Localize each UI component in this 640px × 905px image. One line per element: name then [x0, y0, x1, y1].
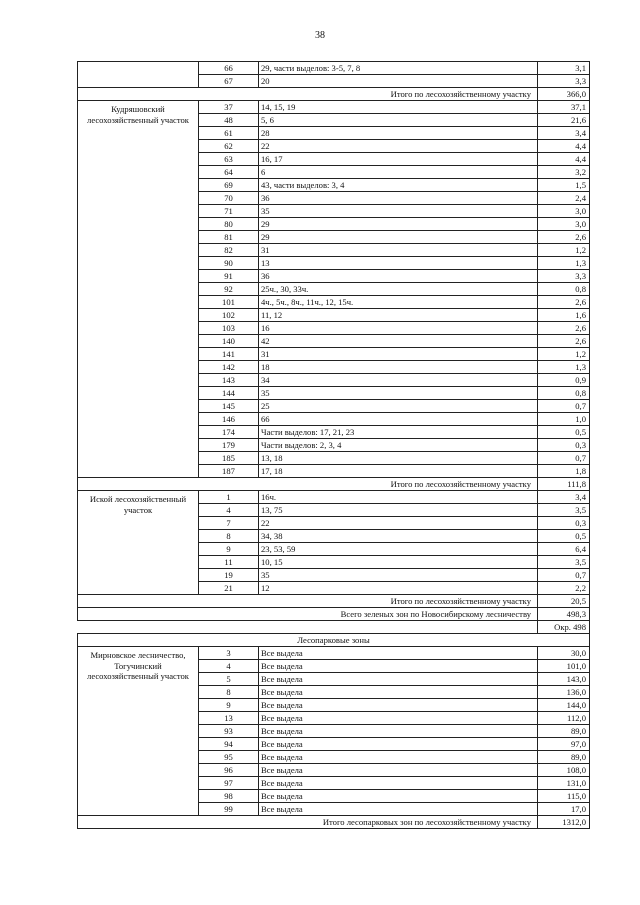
area-cell: 1,8	[538, 465, 590, 478]
approx-spacer-cell	[78, 621, 538, 634]
total-label-cell: Итого по лесохозяйственному участку	[78, 88, 538, 101]
allotments-cell: 5, 6	[259, 114, 538, 127]
allotments-cell: Все выдела	[259, 686, 538, 699]
area-cell: 3,4	[538, 491, 590, 504]
area-cell: 0,9	[538, 374, 590, 387]
allotments-cell: Все выдела	[259, 660, 538, 673]
quarter-number-cell: 90	[199, 257, 259, 270]
quarter-number-cell: 81	[199, 231, 259, 244]
section-name-cell	[78, 62, 199, 88]
table-body	[78, 62, 590, 829]
quarter-number-cell: 3	[199, 647, 259, 660]
quarter-number-cell: 146	[199, 413, 259, 426]
quarter-number-cell: 80	[199, 218, 259, 231]
total-value-cell: 366,0	[538, 88, 590, 101]
quarter-number-cell: 64	[199, 166, 259, 179]
quarter-number-cell: 5	[199, 673, 259, 686]
allotments-cell: 25ч., 30, 33ч.	[259, 283, 538, 296]
allotments-cell: 13, 75	[259, 504, 538, 517]
allotments-cell: 16ч.	[259, 491, 538, 504]
area-cell: 131,0	[538, 777, 590, 790]
allotments-cell: Части выделов: 2, 3, 4	[259, 439, 538, 452]
quarter-number-cell: 9	[199, 699, 259, 712]
allotments-cell: Все выдела	[259, 725, 538, 738]
total-value-cell: 111,8	[538, 478, 590, 491]
quarter-number-cell: 1	[199, 491, 259, 504]
allotments-cell: 11, 12	[259, 309, 538, 322]
quarter-number-cell: 103	[199, 322, 259, 335]
allotments-cell: 31	[259, 244, 538, 257]
subtotal-row	[78, 595, 590, 608]
allotments-cell: 35	[259, 387, 538, 400]
total-value-cell: 1312,0	[538, 816, 590, 829]
quarter-number-cell: 4	[199, 504, 259, 517]
area-cell: 3,5	[538, 504, 590, 517]
area-cell: 3,0	[538, 218, 590, 231]
section-name-cell: Иской лесохозяйственный участок	[78, 491, 199, 595]
allotments-cell: 14, 15, 19	[259, 101, 538, 114]
allotments-cell: 16, 17	[259, 153, 538, 166]
total-label-cell: Итого лесопарковых зон по лесохозяйственному участку	[78, 816, 538, 829]
section-name-cell: Кудряшовский лесохозяйственный участок	[78, 101, 199, 478]
allotments-cell: 10, 15	[259, 556, 538, 569]
allotments-cell: 66	[259, 413, 538, 426]
quarter-number-cell: 185	[199, 452, 259, 465]
area-cell: 0,8	[538, 283, 590, 296]
allotments-cell: 34, 38	[259, 530, 538, 543]
approx-total-row	[78, 621, 590, 634]
quarter-number-cell: 13	[199, 712, 259, 725]
allotments-cell: 28	[259, 127, 538, 140]
quarter-number-cell: 62	[199, 140, 259, 153]
quarter-number-cell: 142	[199, 361, 259, 374]
allotments-cell: 22	[259, 140, 538, 153]
area-cell: 0,3	[538, 439, 590, 452]
total-label-cell: Всего зеленых зон по Новосибирскому лесничеству	[78, 608, 538, 621]
quarter-number-cell: 61	[199, 127, 259, 140]
quarter-number-cell: 66	[199, 62, 259, 75]
allotments-cell: Все выдела	[259, 647, 538, 660]
area-cell: 3,3	[538, 75, 590, 88]
grand-total-row	[78, 608, 590, 621]
area-cell: 0,8	[538, 387, 590, 400]
quarter-number-cell: 8	[199, 686, 259, 699]
quarter-number-cell: 187	[199, 465, 259, 478]
allotments-cell: Все выдела	[259, 699, 538, 712]
area-cell: 89,0	[538, 751, 590, 764]
approx-total-cell: Окр. 498	[538, 621, 590, 634]
quarter-number-cell: 94	[199, 738, 259, 751]
area-cell: 0,5	[538, 530, 590, 543]
allotments-cell: 13, 18	[259, 452, 538, 465]
allotments-cell: Все выдела	[259, 673, 538, 686]
allotments-cell: 12	[259, 582, 538, 595]
park-zones-heading-row	[78, 634, 590, 647]
total-label-cell: Итого по лесохозяйственному участку	[78, 478, 538, 491]
quarter-number-cell: 141	[199, 348, 259, 361]
allotments-cell: 31	[259, 348, 538, 361]
area-cell: 3,4	[538, 127, 590, 140]
allotments-cell: Части выделов: 17, 21, 23	[259, 426, 538, 439]
total-value-cell: 498,3	[538, 608, 590, 621]
allotments-cell: Все выдела	[259, 751, 538, 764]
quarter-number-cell: 174	[199, 426, 259, 439]
table-row	[78, 62, 590, 75]
area-cell: 0,5	[538, 426, 590, 439]
section-name-cell: Мирновское лесничество, Тогучинский лесохозяйственный участок	[78, 647, 199, 816]
allotments-cell: 6	[259, 166, 538, 179]
allotments-cell: 43, части выделов: 3, 4	[259, 179, 538, 192]
quarter-number-cell: 95	[199, 751, 259, 764]
allotments-cell: Все выдела	[259, 777, 538, 790]
quarter-number-cell: 97	[199, 777, 259, 790]
quarter-number-cell: 101	[199, 296, 259, 309]
area-cell: 3,5	[538, 556, 590, 569]
allotments-cell: 4ч., 5ч., 8ч., 11ч., 12, 15ч.	[259, 296, 538, 309]
area-cell: 1,6	[538, 309, 590, 322]
quarter-number-cell: 140	[199, 335, 259, 348]
quarter-number-cell: 98	[199, 790, 259, 803]
total-label-cell: Итого по лесохозяйственному участку	[78, 595, 538, 608]
area-cell: 0,7	[538, 400, 590, 413]
area-cell: 112,0	[538, 712, 590, 725]
area-cell: 4,4	[538, 140, 590, 153]
quarter-number-cell: 82	[199, 244, 259, 257]
quarter-number-cell: 93	[199, 725, 259, 738]
page-number: 38	[315, 30, 325, 41]
quarter-number-cell: 67	[199, 75, 259, 88]
area-cell: 37,1	[538, 101, 590, 114]
area-cell: 143,0	[538, 673, 590, 686]
allotments-cell: 35	[259, 569, 538, 582]
area-cell: 136,0	[538, 686, 590, 699]
area-cell: 101,0	[538, 660, 590, 673]
allotments-cell: 13	[259, 257, 538, 270]
subtotal-row	[78, 478, 590, 491]
total-value-cell: 20,5	[538, 595, 590, 608]
allotments-cell: 36	[259, 192, 538, 205]
allotments-cell: 29, части выделов: 3-5, 7, 8	[259, 62, 538, 75]
area-cell: 2,6	[538, 231, 590, 244]
table-row	[78, 491, 590, 504]
quarter-number-cell: 70	[199, 192, 259, 205]
allotments-cell: 23, 53, 59	[259, 543, 538, 556]
table-row	[78, 647, 590, 660]
forest-zones-table	[77, 61, 590, 829]
area-cell: 108,0	[538, 764, 590, 777]
area-cell: 6,4	[538, 543, 590, 556]
area-cell: 2,6	[538, 335, 590, 348]
table-row	[78, 101, 590, 114]
area-cell: 3,2	[538, 166, 590, 179]
allotments-cell: Все выдела	[259, 738, 538, 751]
allotments-cell: Все выдела	[259, 790, 538, 803]
quarter-number-cell: 69	[199, 179, 259, 192]
park-zones-heading: Лесопарковые зоны	[78, 634, 590, 647]
quarter-number-cell: 99	[199, 803, 259, 816]
allotments-cell: 16	[259, 322, 538, 335]
quarter-number-cell: 91	[199, 270, 259, 283]
allotments-cell: Все выдела	[259, 803, 538, 816]
area-cell: 2,4	[538, 192, 590, 205]
area-cell: 0,3	[538, 517, 590, 530]
quarter-number-cell: 21	[199, 582, 259, 595]
quarter-number-cell: 145	[199, 400, 259, 413]
area-cell: 4,4	[538, 153, 590, 166]
allotments-cell: 22	[259, 517, 538, 530]
allotments-cell: 42	[259, 335, 538, 348]
park-total-row	[78, 816, 590, 829]
quarter-number-cell: 63	[199, 153, 259, 166]
quarter-number-cell: 96	[199, 764, 259, 777]
allotments-cell: Все выдела	[259, 712, 538, 725]
allotments-cell: 17, 18	[259, 465, 538, 478]
area-cell: 17,0	[538, 803, 590, 816]
area-cell: 3,3	[538, 270, 590, 283]
area-cell: 1,5	[538, 179, 590, 192]
area-cell: 3,1	[538, 62, 590, 75]
area-cell: 3,0	[538, 205, 590, 218]
area-cell: 2,6	[538, 322, 590, 335]
quarter-number-cell: 179	[199, 439, 259, 452]
quarter-number-cell: 4	[199, 660, 259, 673]
allotments-cell: Все выдела	[259, 764, 538, 777]
area-cell: 97,0	[538, 738, 590, 751]
quarter-number-cell: 144	[199, 387, 259, 400]
quarter-number-cell: 102	[199, 309, 259, 322]
area-cell: 2,6	[538, 296, 590, 309]
quarter-number-cell: 92	[199, 283, 259, 296]
allotments-cell: 36	[259, 270, 538, 283]
area-cell: 1,3	[538, 257, 590, 270]
allotments-cell: 29	[259, 231, 538, 244]
area-cell: 1,2	[538, 244, 590, 257]
area-cell: 2,2	[538, 582, 590, 595]
allotments-cell: 25	[259, 400, 538, 413]
quarter-number-cell: 143	[199, 374, 259, 387]
area-cell: 21,6	[538, 114, 590, 127]
allotments-cell: 29	[259, 218, 538, 231]
area-cell: 1,2	[538, 348, 590, 361]
quarter-number-cell: 37	[199, 101, 259, 114]
area-cell: 1,3	[538, 361, 590, 374]
quarter-number-cell: 7	[199, 517, 259, 530]
quarter-number-cell: 9	[199, 543, 259, 556]
area-cell: 89,0	[538, 725, 590, 738]
area-cell: 0,7	[538, 452, 590, 465]
area-cell: 115,0	[538, 790, 590, 803]
area-cell: 0,7	[538, 569, 590, 582]
area-cell: 30,0	[538, 647, 590, 660]
allotments-cell: 35	[259, 205, 538, 218]
area-cell: 144,0	[538, 699, 590, 712]
allotments-cell: 34	[259, 374, 538, 387]
quarter-number-cell: 71	[199, 205, 259, 218]
allotments-cell: 18	[259, 361, 538, 374]
subtotal-row	[78, 88, 590, 101]
allotments-cell: 20	[259, 75, 538, 88]
quarter-number-cell: 11	[199, 556, 259, 569]
quarter-number-cell: 8	[199, 530, 259, 543]
area-cell: 1,0	[538, 413, 590, 426]
quarter-number-cell: 48	[199, 114, 259, 127]
quarter-number-cell: 19	[199, 569, 259, 582]
